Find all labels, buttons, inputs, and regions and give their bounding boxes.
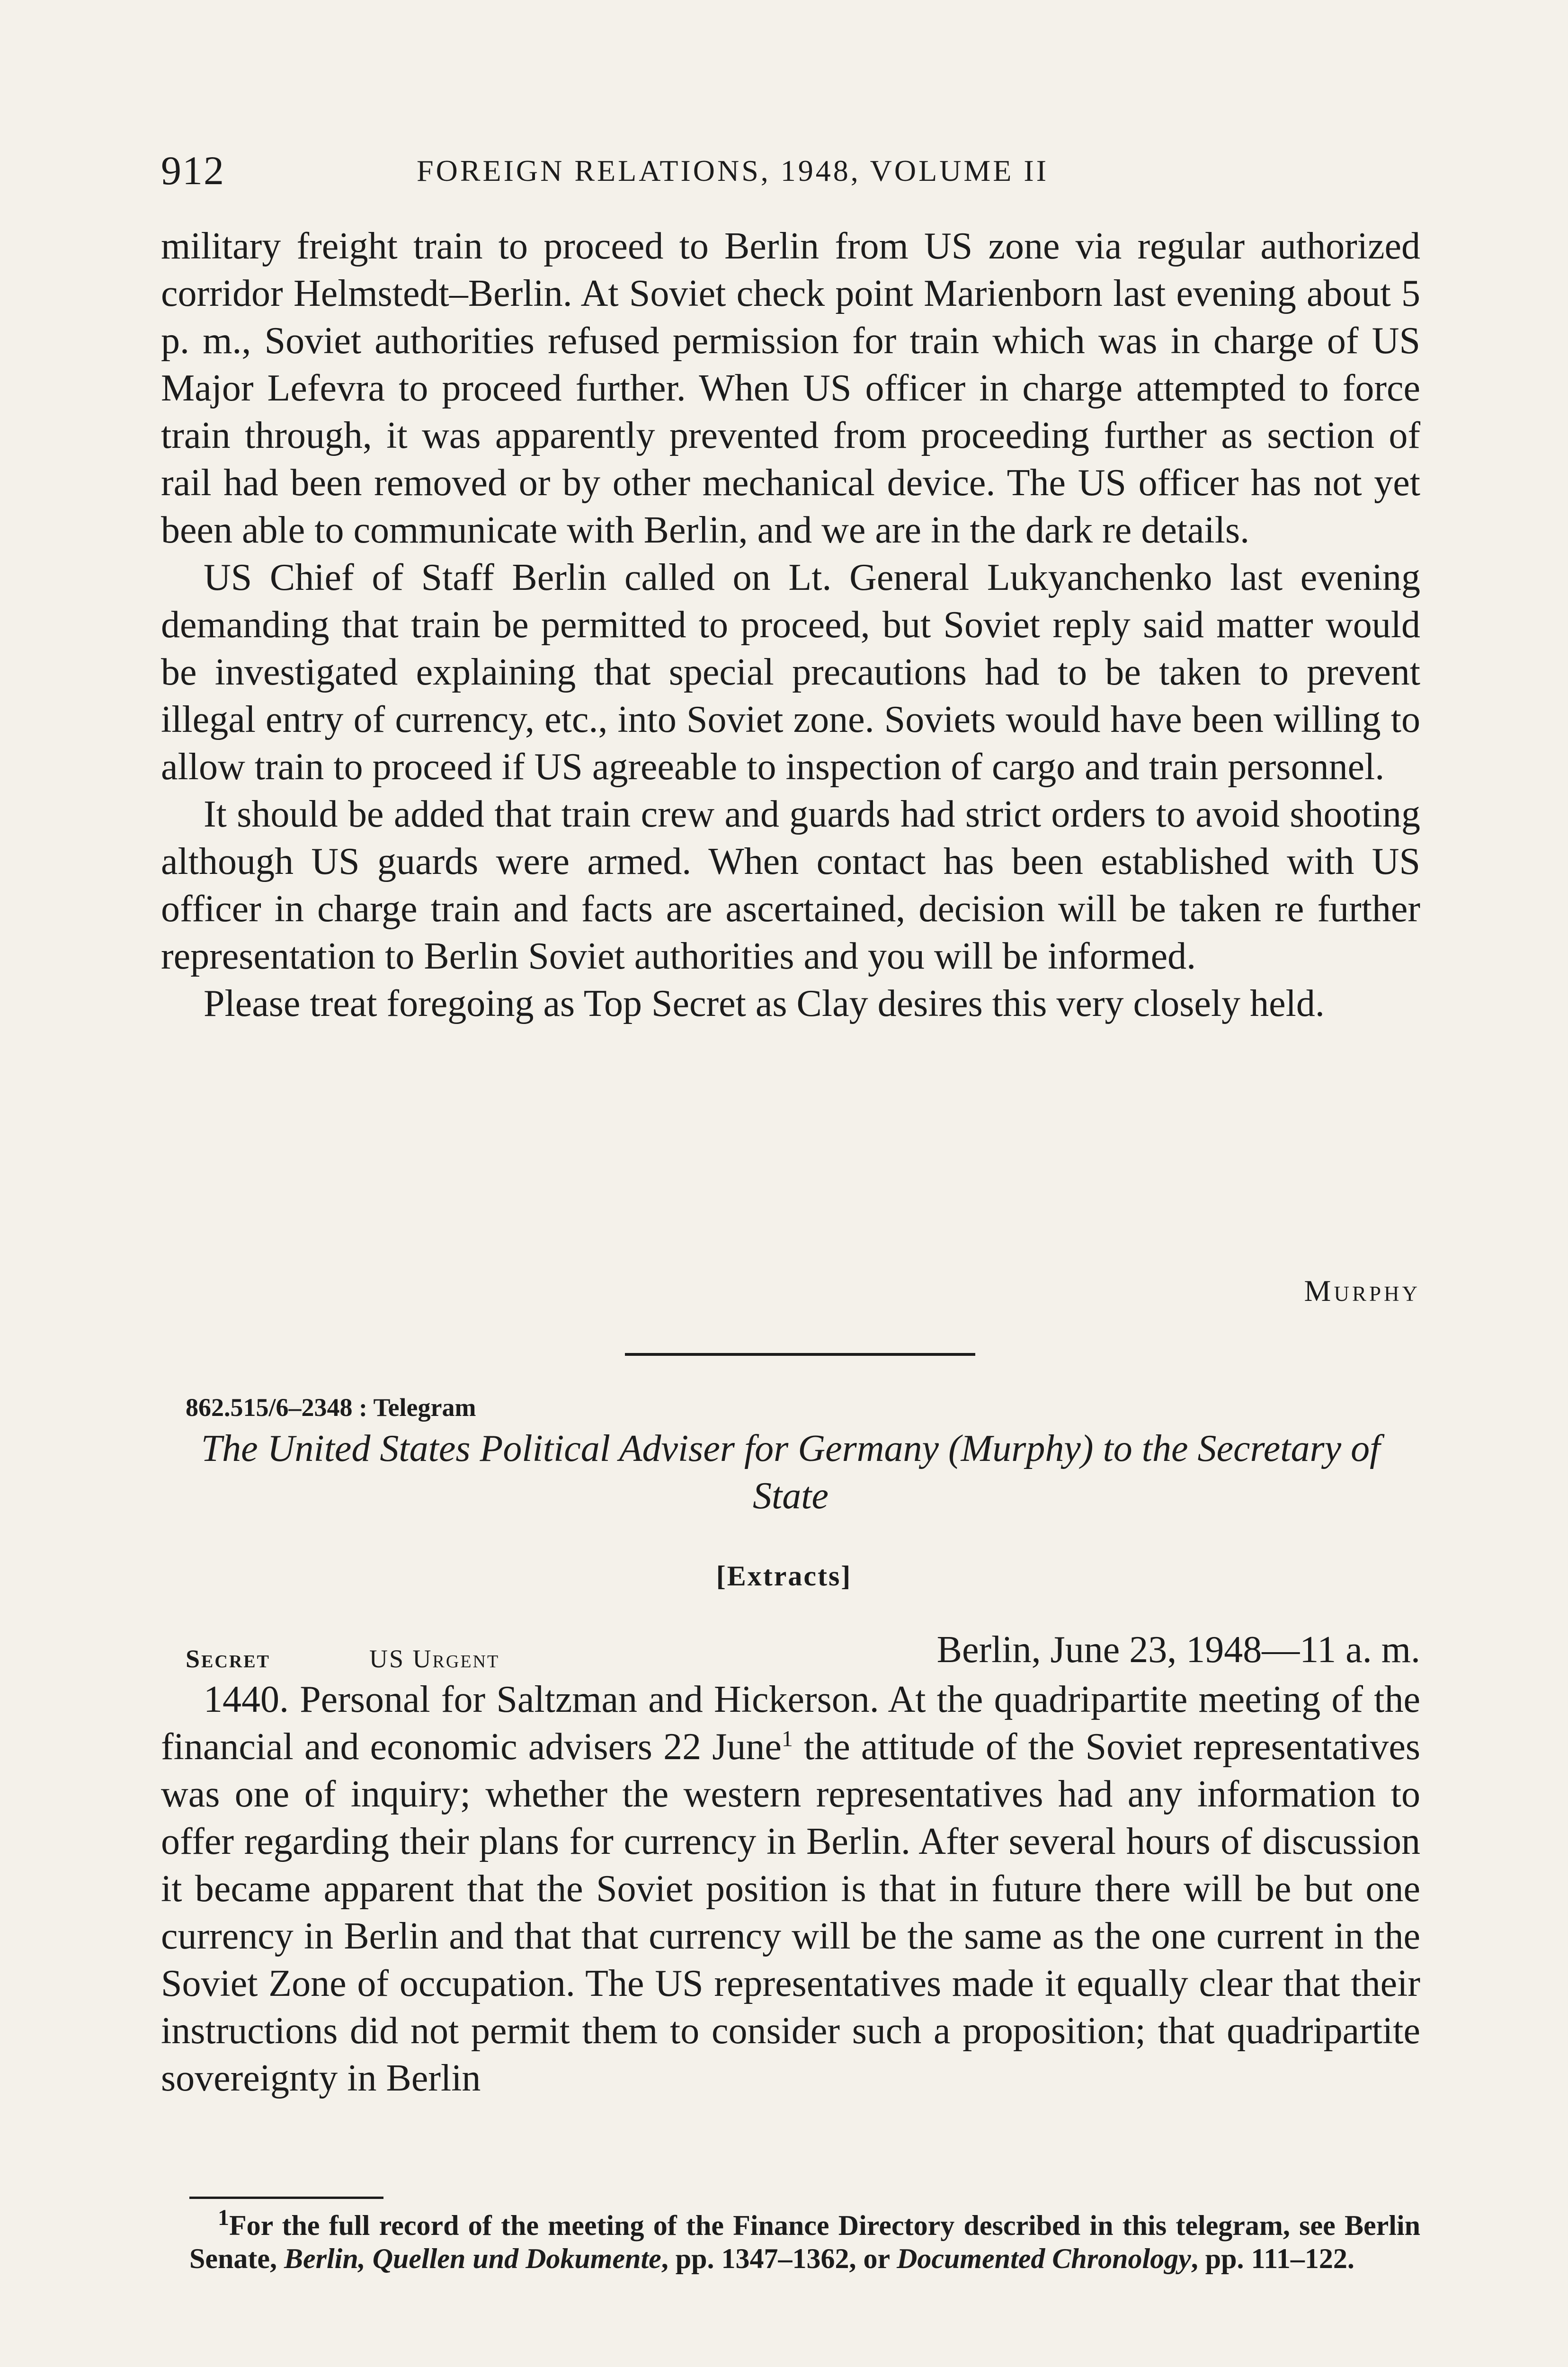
footnote-reference: 1 <box>781 1726 793 1752</box>
document-title: The United States Political Adviser for Germany (Murphy) to the Secretary of State <box>201 1428 1381 1517</box>
file-reference: 862.515/6–2348 : Telegram <box>186 1393 476 1422</box>
footnote <box>189 2205 1420 2275</box>
body-text-before-note: 1440. Personal for Saltzman and Hickerson. At the quadripartite meeting of the financial and economic advisers 22 June <box>161 1679 1420 1768</box>
page-header <box>161 147 1439 199</box>
paragraph-1: military freight train to proceed to Berlin from US zone via regular authorized corridor Helmstedt–Berlin. At Soviet check point Marienborn last evening about 5 p. m., Soviet authorities refused permission for train which was in charge of US Major Lefevra to proceed further. When US officer in charge attempted to force train through, it was apparently prevented from proceeding further as section of rail had been removed or by other mechanical device. The US officer has not yet been able to communicate with Berlin, and we are in the dark re details. <box>161 225 1420 551</box>
paragraph-3: It should be added that train crew and guards had strict orders to avoid shooting although US guards were armed. When contact has been established with US officer in charge train and facts are ascertained, decision will be taken re further representation to Berlin Soviet authorities and you will be informed. <box>161 793 1420 977</box>
paragraph-2: US Chief of Staff Berlin called on Lt. General Lukyanchenko last evening demanding that train be permitted to proceed, but Soviet reply said matter would be investigated explaining that special precautions had to be taken to prevent illegal entry of currency, etc., into Soviet zone. Soviets would have been willing to allow train to proceed if US agreeable to inspection of cargo and train personnel. <box>161 557 1420 788</box>
footnote-divider <box>189 2197 383 2199</box>
paragraph-4: Please treat foregoing as Top Secret as Clay desires this very closely held. <box>204 983 1325 1024</box>
footnote-text-middle: , pp. 1347–1362, or <box>661 2243 897 2274</box>
body-text-after-note: the attitude of the Soviet representatives was one of inquiry; whether the western representatives had any information to offer regarding their plans for currency in Berlin. After several hours of discussion it became apparent that the Soviet position is that in future there will be but one currency in Berlin and that that currency will be the same as the one current in the Soviet Zone of occupation. The US representatives made it equally clear that their instructions did not permit them to consider such a proposition; that quadripartite sovereignty in Berlin <box>161 1726 1420 2099</box>
footnote-source-2-italic: Documented Chronology <box>897 2243 1191 2274</box>
page-number: 912 <box>161 148 225 193</box>
continued-telegram-text <box>161 222 1420 1027</box>
section-divider <box>625 1353 975 1356</box>
signature: Murphy <box>1304 1274 1420 1308</box>
telegram-paragraph <box>161 1676 1420 2102</box>
footnote-source-1-italic: Berlin, Quellen und Dokumente <box>284 2243 661 2274</box>
running-title: FOREIGN RELATIONS, 1948, VOLUME II <box>417 154 1049 187</box>
footnote-text-start: For the full record of the meeting of the Finance Directory described in this telegram, see Berlin Senate, <box>189 2210 1420 2274</box>
footnote-text-end: , pp. 111–122. <box>1191 2243 1354 2274</box>
extracts-label: [Extracts] <box>716 1560 852 1592</box>
telegram-body <box>161 1676 1420 2102</box>
dateline: Berlin, June 23, 1948—11 a. m. <box>936 1629 1420 1671</box>
urgency-label: US Urgent <box>369 1645 500 1673</box>
classification-label: Secret <box>186 1645 270 1673</box>
footnote-marker: 1 <box>218 2205 229 2230</box>
